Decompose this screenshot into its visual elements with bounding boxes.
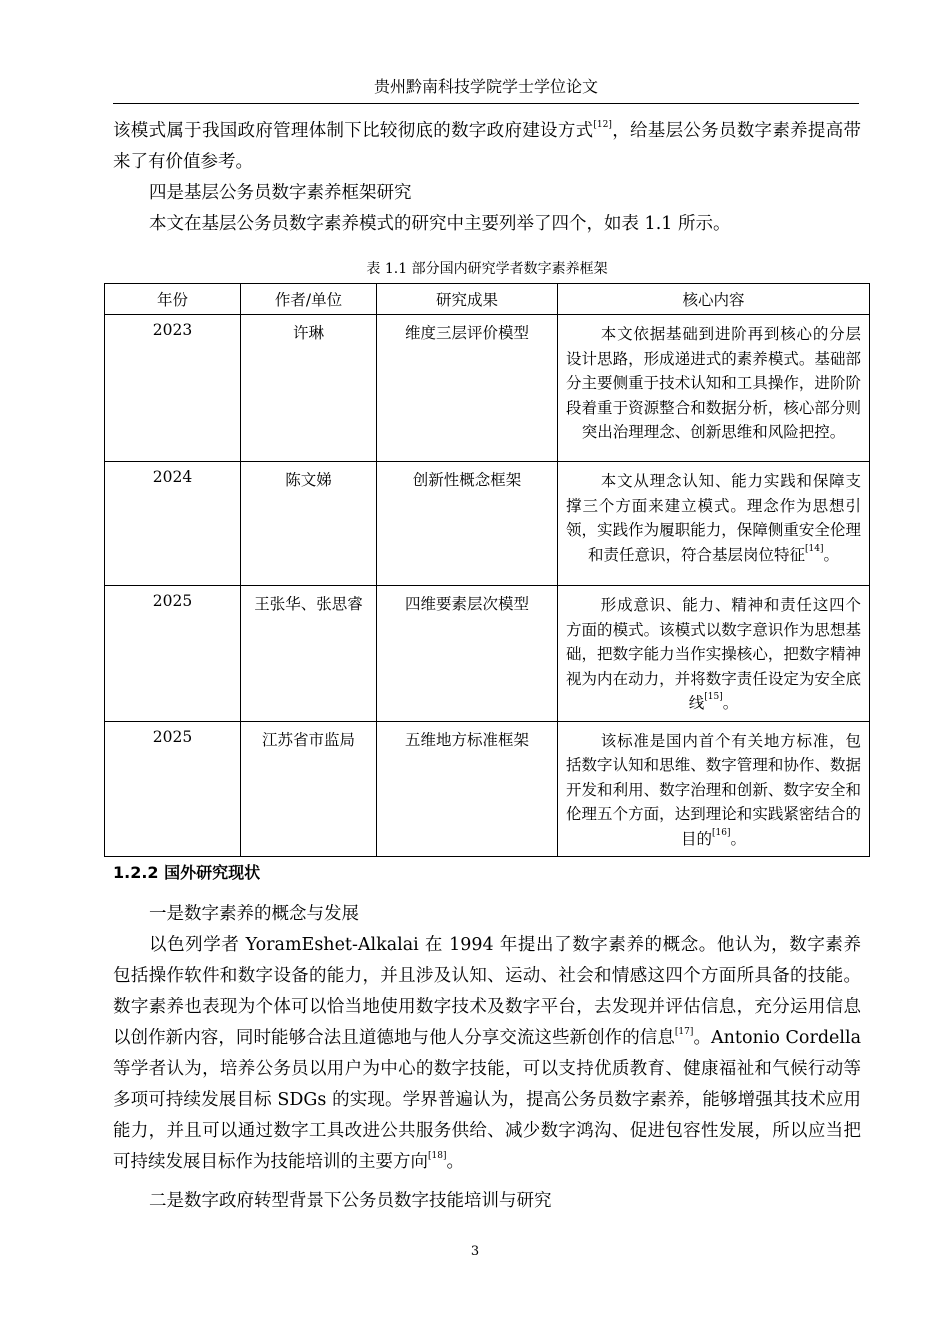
- subheading-concept: 一是数字素养的概念与发展: [149, 904, 359, 924]
- cell-result: 维度三层评价模型: [377, 315, 558, 462]
- table-row: [105, 721, 870, 857]
- header-content: 核心内容: [558, 284, 870, 315]
- cell-result: 创新性概念框架: [377, 462, 558, 586]
- table-row: [105, 462, 870, 586]
- header-author: 作者/单位: [241, 284, 377, 315]
- framework-heading: 四是基层公务员数字素养框架研究: [149, 183, 412, 203]
- citation-12: [12]: [593, 120, 612, 130]
- cell-result: 五维地方标准框架: [377, 721, 558, 857]
- cell-content: [558, 586, 870, 722]
- intro-text-tail: ，给基层公务员数字素养提高带来了有价值参考。: [113, 121, 862, 172]
- table-header-row: [105, 284, 870, 315]
- citation-15: [15]: [704, 692, 723, 702]
- cell-result: 四维要素层次模型: [377, 586, 558, 722]
- content-text: 该标准是国内首个有关地方标准，包括数字认知和思维、数字管理和协作、数据开发和利用、数字治理和创新、数字安全和伦理五个方面，达到理论和实践紧密结合的目的: [566, 731, 861, 848]
- running-header: 贵州黔南科技学院学士学位论文: [113, 74, 859, 104]
- cell-year: 2025: [105, 586, 241, 722]
- intro-text: 该模式属于我国政府管理体制下比较彻底的数字政府建设方式: [113, 121, 594, 141]
- citation-16: [16]: [712, 827, 731, 838]
- body-paragraph: [113, 930, 861, 1178]
- cell-year: 2024: [105, 462, 241, 586]
- citation-18: [18]: [428, 1151, 447, 1161]
- content-tail: 。: [823, 545, 839, 564]
- cell-author: 陈文娣: [241, 462, 377, 586]
- table-intro-paragraph: 本文在基层公务员数字素养模式的研究中主要列举了四个，如表 1.1 所示。: [149, 214, 731, 234]
- table-row: [105, 586, 870, 722]
- cell-author: 江苏省市监局: [241, 721, 377, 857]
- cell-author: 许琳: [241, 315, 377, 462]
- citation-14: [14]: [805, 543, 824, 554]
- cell-content: [558, 721, 870, 857]
- body-text-tail: 。: [446, 1152, 464, 1172]
- cell-author: 王张华、张思睿: [241, 586, 377, 722]
- body-text-mid: 。Antonio Cordella 等学者认为，培养公务员以用户为中心的数字技能，可以支持优质教育、健康福祉和气候行动等多项可持续发展目标 SDGs 的实现。学界普遍认为，提高公务员数字素养，能够增强其技术应用能力，并且可以通过数字工具改进公共服务供给、减少数字鸿沟、促进包容性发展，所以应当把可持续发展目标作为技能培训的主要方向: [113, 1028, 862, 1172]
- citation-17: [17]: [674, 1027, 694, 1037]
- content-text: 形成意识、能力、精神和责任这四个方面的模式。该模式以数字意识作为思想基础，把数字能力当作实操核心，把数字精神视为内在动力，并将数字责任设定为安全底线: [566, 596, 861, 712]
- content-tail: 。: [730, 829, 746, 848]
- header-result: 研究成果: [377, 284, 558, 315]
- cell-content: [558, 462, 870, 586]
- table-caption: 表 1.1 部分国内研究学者数字素养框架: [366, 261, 608, 277]
- header-year: 年份: [105, 284, 241, 315]
- subheading-training: 二是数字政府转型背景下公务员数字技能培训与研究: [149, 1191, 552, 1211]
- framework-table: [104, 283, 870, 857]
- content-text: 本文从理念认知、能力实践和保障支撑三个方面来建立模式。理念作为思想引领，实践作为履职能力，保障侧重安全伦理和责任意识，符合基层岗位特征: [566, 472, 861, 564]
- cell-year: 2023: [105, 315, 241, 462]
- section-heading: 1.2.2 国外研究现状: [113, 863, 261, 882]
- intro-paragraph: [113, 116, 861, 178]
- table-row: [105, 315, 870, 462]
- content-text: 本文依据基础到进阶再到核心的分层设计思路，形成递进式的素养模式。基础部分主要侧重于技术认知和工具操作，进阶阶段着重于资源整合和数据分析，核心部分则突出治理理念、创新思维和风险把控。: [566, 325, 861, 441]
- content-tail: 。: [722, 694, 739, 712]
- cell-content: [558, 315, 870, 462]
- cell-year: 2025: [105, 721, 241, 857]
- body-text: 以色列学者 YoramEshet-Alkalai 在 1994 年提出了数字素养的概念。他认为，数字素养包括操作软件和数字设备的能力，并且涉及认知、运动、社会和情感这四个方面所具备的技能。数字素养也表现为个体可以恰当地使用数字技术及数字平台，去发现并评估信息，充分运用信息以创作新内容，同时能够合法且道德地与他人分享交流这些新创作的信息: [113, 935, 861, 1048]
- page-number: 3: [470, 1244, 480, 1259]
